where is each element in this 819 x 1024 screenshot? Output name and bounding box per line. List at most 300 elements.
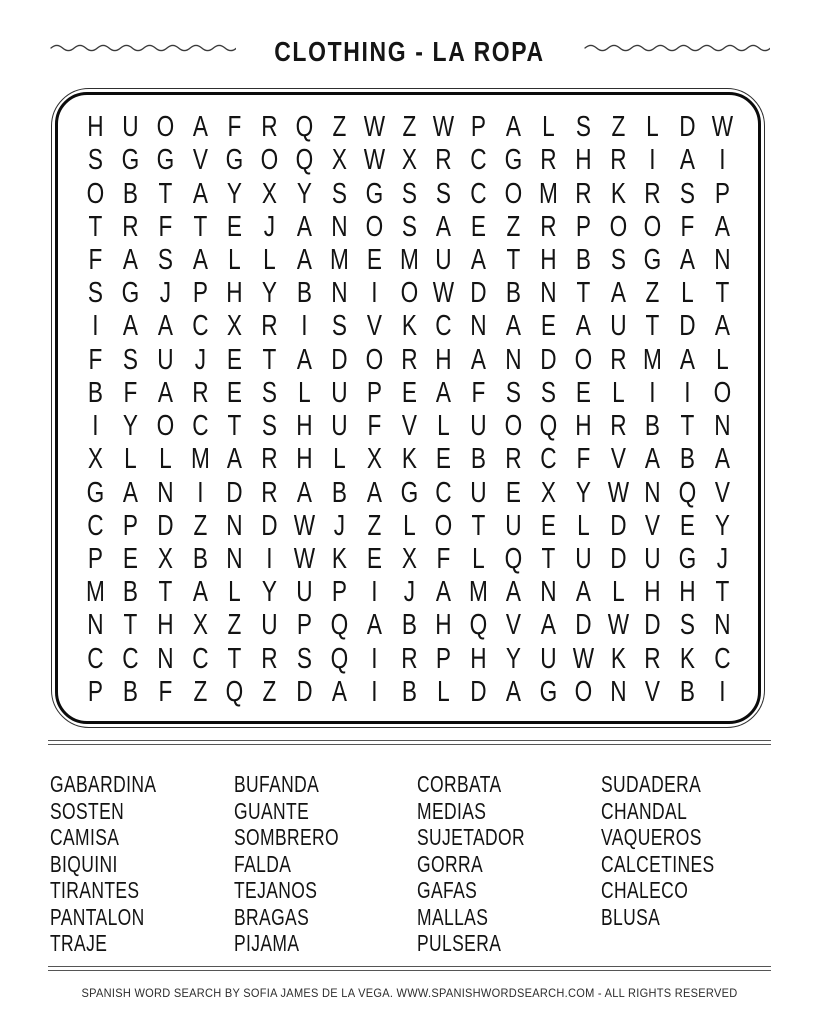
grid-cell: F — [158, 675, 173, 708]
word-list-item: BIQUINI — [50, 850, 118, 877]
grid-cell: C — [435, 476, 452, 509]
word-list-item: CHANDAL — [601, 797, 688, 824]
grid-cell: D — [261, 509, 278, 542]
grid-cell: O — [365, 343, 383, 376]
grid-cell: C — [191, 310, 209, 343]
grid-cell: E — [540, 310, 556, 343]
grid-cell: V — [645, 509, 661, 542]
grid-cell: B — [401, 675, 417, 708]
grid-cell: A — [331, 675, 347, 708]
grid-cell: D — [331, 343, 348, 376]
grid-cell: Z — [332, 111, 347, 144]
grid-cell: O — [156, 111, 174, 144]
grid-cell: A — [715, 210, 731, 243]
grid-cell: Z — [227, 609, 242, 642]
grid-cell: W — [433, 111, 455, 144]
grid-cell: A — [505, 310, 522, 343]
grid-cell: C — [191, 410, 209, 443]
grid-cell: H — [644, 576, 662, 609]
word-list-item: BRAGAS — [233, 903, 309, 930]
grid-cell: L — [542, 111, 555, 144]
grid-cell: I — [719, 144, 726, 177]
grid-cell: R — [261, 443, 278, 476]
grid-cell: L — [611, 376, 625, 409]
grid-cell: T — [680, 410, 695, 443]
grid-cell: O — [574, 343, 593, 376]
grid-cell: J — [716, 542, 729, 575]
grid-cell: G — [121, 144, 140, 177]
grid-cell: H — [296, 443, 313, 476]
grid-cell: C — [470, 144, 487, 177]
grid-cell: C — [714, 642, 731, 675]
grid-cell: O — [260, 144, 279, 177]
word-list-item: BLUSA — [601, 903, 661, 930]
grid-cell: I — [719, 675, 726, 708]
grid-cell: R — [644, 177, 662, 210]
grid-cell: A — [436, 376, 452, 409]
grid-cell: R — [575, 177, 592, 210]
grid-cell: M — [190, 443, 210, 476]
grid-cell: R — [505, 443, 522, 476]
grid-cell: S — [401, 210, 417, 243]
grid-cell: F — [123, 376, 138, 409]
letter-grid — [78, 111, 740, 709]
grid-cell: U — [609, 310, 627, 343]
grid-cell: A — [192, 111, 208, 144]
grid-cell: S — [331, 177, 347, 210]
grid-cell: R — [540, 210, 557, 243]
word-list-item: PANTALON — [50, 903, 145, 930]
grid-cell: O — [435, 509, 453, 542]
wavy-line-icon — [50, 43, 236, 53]
grid-cell: A — [366, 609, 382, 642]
grid-cell: G — [400, 476, 418, 509]
grid-cell: U — [122, 111, 139, 144]
grid-cell: A — [680, 343, 696, 376]
grid-cell: F — [227, 111, 242, 144]
grid-cell: I — [301, 310, 308, 343]
word-list-item: MEDIAS — [417, 797, 487, 824]
grid-cell: L — [158, 443, 172, 476]
grid-cell: A — [296, 343, 313, 376]
grid-cell: U — [331, 410, 348, 443]
grid-cell: E — [680, 509, 696, 542]
grid-cell: L — [298, 376, 311, 409]
word-list-item: TEJANOS — [233, 877, 318, 903]
grid-cell: Z — [367, 509, 382, 542]
grid-cell: B — [87, 376, 103, 409]
grid-cell: M — [538, 177, 558, 210]
grid-cell: N — [540, 277, 557, 310]
grid-cell: S — [436, 177, 452, 210]
grid-cell: Z — [645, 277, 660, 310]
grid-cell: W — [711, 111, 734, 144]
word-list-item: SOSTEN — [50, 797, 125, 824]
grid-cell: P — [436, 642, 452, 675]
word-list-item: SUDADERA — [601, 771, 702, 797]
grid-cell: D — [226, 476, 243, 509]
grid-cell: D — [296, 675, 313, 708]
grid-cell: N — [714, 609, 731, 642]
grid-cell: L — [576, 509, 590, 542]
word-list-item: CAMISA — [50, 824, 120, 850]
grid-cell: W — [293, 509, 316, 542]
grid-cell: V — [366, 310, 382, 343]
grid-cell: N — [156, 476, 174, 509]
grid-cell: L — [263, 243, 276, 276]
grid-cell: U — [261, 609, 278, 642]
grid-cell: W — [607, 609, 629, 642]
grid-cell: B — [680, 675, 696, 708]
grid-cell: W — [572, 642, 594, 675]
grid-cell: U — [505, 509, 522, 542]
grid-cell: G — [365, 177, 383, 210]
grid-cell: E — [122, 542, 138, 575]
grid-cell: J — [333, 509, 345, 542]
grid-cell: A — [505, 111, 522, 144]
grid-cell: E — [227, 343, 243, 376]
grid-cell: Q — [504, 542, 523, 575]
grid-cell: J — [194, 343, 206, 376]
grid-cell: P — [192, 277, 208, 310]
grid-cell: F — [680, 210, 695, 243]
grid-cell: A — [122, 310, 138, 343]
grid-cell: W — [363, 144, 385, 177]
grid-cell: U — [540, 642, 557, 675]
grid-cell: M — [85, 576, 105, 609]
grid-cell: I — [684, 376, 691, 409]
word-list-item: GAFAS — [417, 877, 478, 903]
page-title: CLOTHING - LA ROPA — [274, 36, 545, 67]
grid-cell: A — [157, 310, 173, 343]
grid-cell: P — [575, 210, 591, 243]
grid-cell: S — [610, 243, 626, 276]
word-list-item: CHALECO — [601, 877, 689, 903]
grid-cell: F — [88, 243, 103, 276]
grid-cell: W — [433, 277, 455, 310]
grid-cell: A — [471, 243, 487, 276]
grid-cell: C — [122, 642, 139, 675]
grid-cell: T — [158, 177, 173, 210]
grid-cell: A — [680, 144, 696, 177]
grid-cell: O — [400, 277, 418, 310]
grid-cell: P — [471, 111, 487, 144]
grid-cell: O — [504, 177, 523, 210]
divider — [48, 740, 771, 745]
grid-cell: X — [401, 144, 417, 177]
grid-cell: K — [680, 642, 696, 675]
grid-cell: I — [266, 542, 273, 575]
grid-cell: T — [123, 609, 138, 642]
grid-cell: W — [363, 111, 385, 144]
grid-cell: A — [540, 609, 556, 642]
word-list-item: GUANTE — [233, 797, 309, 824]
grid-cell: D — [644, 609, 662, 642]
grid-cell: X — [227, 310, 243, 343]
grid-cell: R — [609, 343, 627, 376]
grid-cell: R — [609, 144, 627, 177]
word-list-item: GABARDINA — [50, 771, 157, 797]
grid-cell: R — [261, 476, 278, 509]
grid-cell: L — [228, 576, 242, 609]
grid-cell: S — [680, 177, 696, 210]
grid-cell: A — [296, 476, 313, 509]
grid-cell: R — [400, 642, 418, 675]
grid-cell: E — [471, 210, 487, 243]
grid-cell: T — [227, 410, 242, 443]
grid-cell: D — [540, 343, 557, 376]
grid-cell: H — [435, 609, 452, 642]
grid-cell: S — [401, 177, 417, 210]
grid-cell: D — [679, 310, 696, 343]
grid-cell: E — [227, 210, 243, 243]
grid-cell: G — [539, 675, 558, 708]
grid-cell: T — [193, 210, 207, 243]
grid-cell: L — [646, 111, 660, 144]
grid-cell: K — [331, 542, 347, 575]
grid-cell: A — [122, 476, 138, 509]
grid-cell: C — [191, 642, 209, 675]
grid-cell: V — [192, 144, 208, 177]
grid-cell: T — [645, 310, 660, 343]
grid-cell: K — [401, 443, 417, 476]
grid-cell: B — [575, 243, 591, 276]
grid-cell: C — [87, 509, 104, 542]
word-list-item: PIJAMA — [233, 930, 300, 956]
grid-cell: U — [575, 542, 592, 575]
grid-cell: W — [293, 542, 316, 575]
grid-cell: H — [575, 144, 592, 177]
grid-cell: S — [157, 243, 173, 276]
grid-cell: C — [540, 443, 557, 476]
grid-cell: K — [401, 310, 417, 343]
grid-cell: M — [329, 243, 349, 276]
grid-cell: N — [87, 609, 104, 642]
grid-cell: U — [470, 410, 487, 443]
grid-cell: A — [610, 277, 626, 310]
word-list-item: PULSERA — [417, 930, 502, 956]
grid-cell: U — [156, 343, 174, 376]
grid-cell: S — [87, 277, 103, 310]
grid-cell: S — [296, 642, 313, 675]
grid-cell: E — [401, 376, 417, 409]
grid-cell: O — [86, 177, 105, 210]
word-list — [50, 771, 775, 957]
divider — [48, 966, 771, 971]
grid-cell: Q — [469, 609, 488, 642]
grid-cell: I — [196, 476, 204, 509]
grid-cell: P — [87, 542, 103, 575]
grid-cell: R — [540, 144, 557, 177]
grid-cell: L — [402, 509, 416, 542]
grid-cell: Y — [715, 509, 731, 542]
grid-cell: F — [436, 542, 451, 575]
grid-cell: G — [121, 277, 140, 310]
grid-cell: N — [156, 642, 174, 675]
grid-cell: A — [505, 576, 522, 609]
grid-cell: L — [228, 243, 242, 276]
grid-cell: R — [191, 376, 209, 409]
grid-cell: N — [505, 343, 522, 376]
grid-cell: J — [263, 210, 276, 243]
grid-cell: C — [470, 177, 487, 210]
word-search-grid — [55, 92, 761, 724]
grid-cell: E — [540, 509, 556, 542]
grid-cell: M — [469, 576, 489, 609]
grid-cell: R — [122, 210, 139, 243]
grid-cell: M — [643, 343, 663, 376]
grid-cell: I — [92, 410, 99, 443]
grid-cell: A — [366, 476, 382, 509]
grid-cell: O — [574, 675, 593, 708]
word-list-item: BUFANDA — [233, 771, 319, 797]
grid-cell: I — [371, 642, 378, 675]
grid-cell: Y — [505, 642, 522, 675]
grid-cell: E — [366, 542, 382, 575]
grid-cell: J — [403, 576, 415, 609]
grid-cell: N — [714, 410, 731, 443]
grid-cell: Y — [296, 177, 313, 210]
grid-cell: H — [679, 576, 696, 609]
grid-cell: B — [680, 443, 696, 476]
word-list-item: CORBATA — [417, 771, 503, 797]
grid-cell: A — [575, 310, 591, 343]
grid-cell: B — [122, 177, 138, 210]
grid-cell: P — [366, 376, 382, 409]
grid-cell: B — [122, 576, 138, 609]
grid-cell: S — [87, 144, 103, 177]
grid-cell: O — [644, 210, 662, 243]
grid-cell: G — [504, 144, 523, 177]
grid-cell: U — [331, 376, 348, 409]
grid-cell: A — [296, 243, 313, 276]
grid-cell: X — [401, 542, 417, 575]
grid-cell: Y — [227, 177, 243, 210]
grid-cell: S — [540, 376, 556, 409]
grid-cell: F — [158, 210, 173, 243]
grid-cell: E — [436, 443, 452, 476]
grid-cell: Z — [262, 675, 277, 708]
grid-cell: T — [262, 343, 277, 376]
grid-cell: N — [609, 675, 627, 708]
grid-cell: Y — [262, 576, 278, 609]
grid-cell: G — [225, 144, 244, 177]
word-list-column — [234, 771, 418, 957]
grid-cell: E — [575, 376, 591, 409]
word-list-item: VAQUEROS — [601, 824, 703, 850]
grid-cell: X — [262, 177, 278, 210]
grid-cell: A — [505, 675, 522, 708]
grid-cell: T — [471, 509, 486, 542]
grid-cell: S — [680, 609, 696, 642]
grid-cell: B — [192, 542, 208, 575]
grid-cell: X — [157, 542, 173, 575]
grid-cell: X — [540, 476, 556, 509]
word-list-item: SOMBRERO — [233, 824, 339, 850]
grid-cell: R — [609, 410, 627, 443]
grid-cell: S — [505, 376, 522, 409]
grid-cell: I — [92, 310, 99, 343]
word-list-item: GORRA — [417, 850, 484, 877]
grid-cell: N — [470, 310, 487, 343]
grid-cell: P — [296, 609, 313, 642]
grid-cell: S — [262, 410, 278, 443]
grid-cell: F — [471, 376, 486, 409]
grid-cell: A — [192, 177, 208, 210]
grid-cell: Q — [330, 609, 349, 642]
grid-cell: N — [226, 509, 243, 542]
grid-cell: N — [226, 542, 243, 575]
word-list-column — [601, 771, 775, 957]
grid-cell: E — [505, 476, 522, 509]
grid-cell: D — [470, 277, 487, 310]
grid-cell: H — [435, 343, 452, 376]
grid-cell: B — [296, 277, 313, 310]
grid-cell: T — [715, 576, 730, 609]
grid-cell: Q — [539, 410, 558, 443]
grid-cell: H — [575, 410, 592, 443]
grid-cell: B — [645, 410, 661, 443]
grid-cell: T — [506, 243, 521, 276]
grid-cell: I — [649, 376, 657, 409]
grid-cell: A — [157, 376, 173, 409]
grid-cell: A — [122, 243, 138, 276]
grid-cell: L — [123, 443, 137, 476]
grid-cell: R — [644, 642, 662, 675]
grid-cell: A — [680, 243, 696, 276]
grid-cell: L — [437, 675, 451, 708]
grid-cell: H — [540, 243, 557, 276]
grid-cell: I — [371, 675, 378, 708]
grid-cell: T — [158, 576, 173, 609]
grid-cell: A — [645, 443, 661, 476]
grid-cell: T — [227, 642, 242, 675]
word-list-item: TRAJE — [50, 930, 108, 956]
grid-cell: X — [192, 609, 208, 642]
word-list-item: CALCETINES — [601, 850, 715, 877]
grid-cell: N — [540, 576, 557, 609]
grid-cell: Z — [506, 210, 521, 243]
word-list-column — [417, 771, 601, 957]
grid-cell: L — [437, 410, 451, 443]
word-list-item: MALLAS — [417, 903, 489, 930]
grid-cell: V — [715, 476, 731, 509]
grid-cell: S — [122, 343, 138, 376]
grid-cell: T — [541, 542, 556, 575]
grid-cell: Z — [193, 509, 207, 542]
grid-cell: O — [365, 210, 383, 243]
grid-cell: A — [715, 443, 731, 476]
grid-cell: T — [88, 210, 103, 243]
grid-cell: D — [609, 509, 627, 542]
grid-cell: L — [716, 343, 729, 376]
grid-cell: N — [714, 243, 731, 276]
grid-cell: J — [159, 277, 171, 310]
grid-cell: U — [470, 476, 487, 509]
grid-cell: O — [156, 410, 174, 443]
footer-credit: SPANISH WORD SEARCH BY SOFIA JAMES DE LA VEGA. WWW.SPANISHWORDSEARCH.COM - ALL RIGHTS RESERVED — [81, 986, 738, 1000]
grid-cell: X — [331, 144, 347, 177]
grid-cell: P — [122, 509, 138, 542]
grid-cell: L — [333, 443, 346, 476]
grid-cell: A — [192, 576, 208, 609]
grid-cell: A — [227, 443, 243, 476]
grid-cell: N — [644, 476, 662, 509]
grid-cell: Y — [122, 410, 138, 443]
wavy-line-icon — [584, 43, 770, 53]
grid-cell: G — [678, 542, 697, 575]
grid-cell: Y — [262, 277, 278, 310]
